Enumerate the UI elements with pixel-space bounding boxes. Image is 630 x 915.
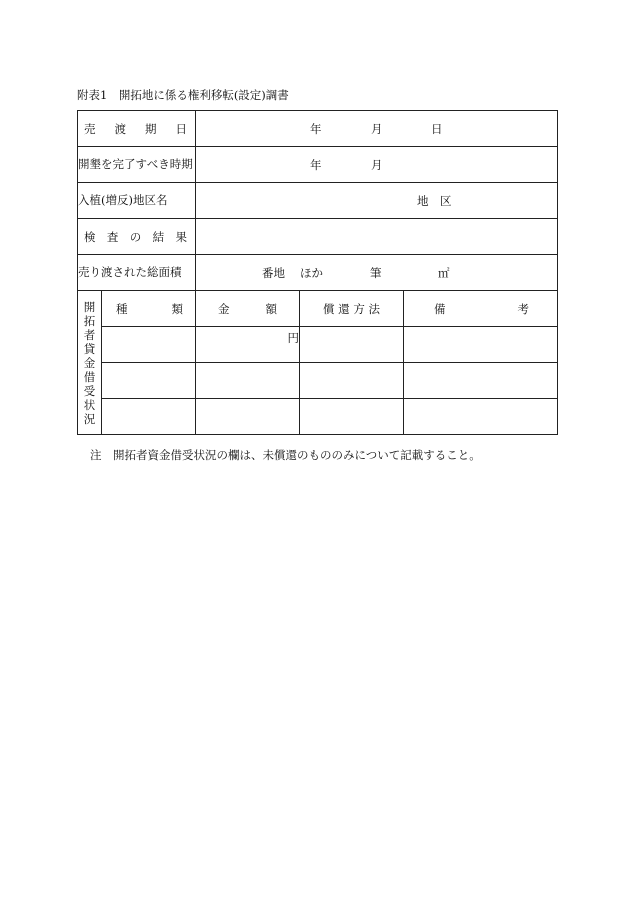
banchi-text: 番地 [262,265,285,280]
footnote: 注 開拓者資金借受状況の欄は、未償還のもののみについて記載すること。 [90,448,481,462]
year-char: 年 [310,157,322,172]
cell-remarks[interactable] [404,399,558,435]
square-meter-unit: ㎡ [438,265,450,280]
table-row [78,327,558,363]
cell-method[interactable] [300,327,404,363]
row-sale-date [78,111,558,147]
label-inspection: 検 査 の 結 果 [78,219,196,255]
cell-kind[interactable] [102,399,196,435]
label-sale-date: 売 渡 期 日 [78,111,196,147]
header-kind: 種 類 [102,291,196,327]
cell-remarks[interactable] [404,327,558,363]
survey-table [77,110,558,435]
value-completion[interactable] [196,147,558,183]
hitsu-text: 筆 [370,265,382,280]
value-total-area[interactable] [196,255,558,291]
cell-method[interactable] [300,399,404,435]
label-area-name: 入植(増反)地区名 [78,183,196,219]
cell-remarks[interactable] [404,363,558,399]
document-title: 附表1 開拓地に係る権利移転(設定)調書 [77,88,289,102]
hoka-text: ほか [300,265,323,280]
district-text: 地 区 [417,193,452,208]
cell-method[interactable] [300,363,404,399]
value-area-name[interactable] [196,183,558,219]
label-total-area: 売り渡された総面積 [78,255,196,291]
row-area-name [78,183,558,219]
loan-header-row [78,291,558,327]
value-inspection[interactable] [196,219,558,255]
row-inspection [78,219,558,255]
header-remarks: 備 考 [404,291,558,327]
row-total-area [78,255,558,291]
cell-amount[interactable] [196,399,300,435]
cell-amount[interactable] [196,363,300,399]
loan-status-side-label: 開 拓 者 貸 金 借 受 状 況 [78,291,102,435]
table-row [78,399,558,435]
day-char: 日 [431,121,443,136]
cell-kind[interactable] [102,327,196,363]
cell-kind[interactable] [102,363,196,399]
header-amount: 金 額 [196,291,300,327]
table-row [78,363,558,399]
value-sale-date[interactable] [196,111,558,147]
row-completion [78,147,558,183]
header-repayment-method: 償 還 方 法 [300,291,404,327]
label-completion: 開墾を完了すべき時期 [78,147,196,183]
year-char: 年 [310,121,322,136]
month-char: 月 [371,157,383,172]
cell-amount[interactable]: 円 [196,327,300,363]
month-char: 月 [371,121,383,136]
